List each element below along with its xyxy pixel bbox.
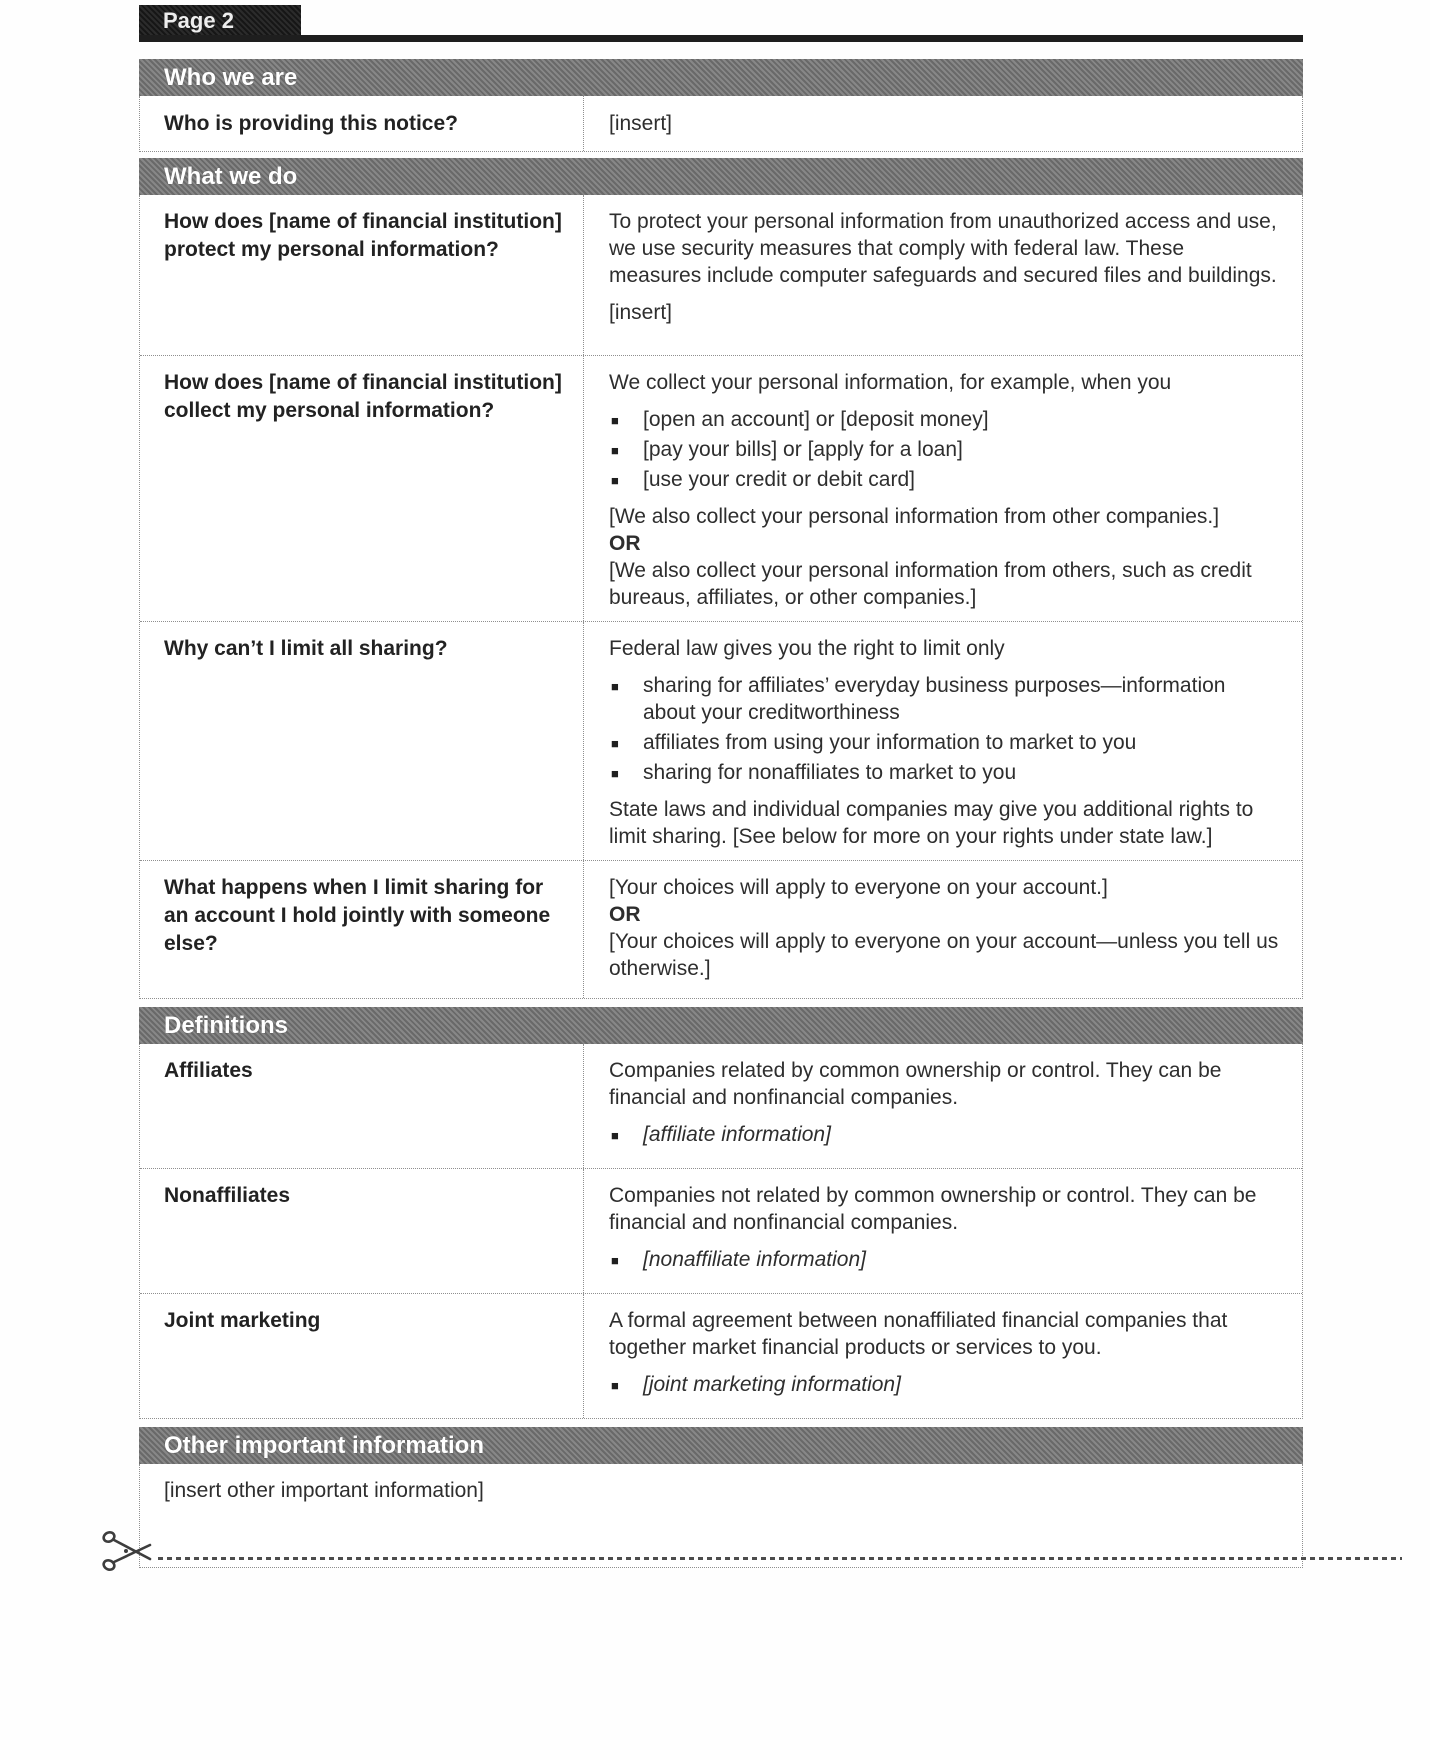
or-label: OR — [609, 532, 641, 555]
definition-cell — [584, 1169, 1302, 1293]
question-cell — [140, 861, 584, 998]
page-tab-label: Page 2 — [163, 8, 234, 33]
answer-cell — [584, 861, 1302, 998]
section-header-definitions — [139, 1007, 1303, 1044]
answer-cell — [584, 622, 1302, 860]
question-text: How does [name of financial institution] protect my personal information? — [164, 210, 562, 261]
what-we-do-table — [139, 195, 1303, 999]
insert-placeholder: [insert other important information] — [164, 1479, 484, 1502]
answer-intro: Federal law gives you the right to limit only — [609, 637, 1005, 660]
table-row — [140, 1168, 1302, 1293]
table-row — [140, 1044, 1302, 1168]
bullet-item: ■ [pay your bills] or [apply for a loan] — [609, 436, 1269, 463]
bullet-list — [609, 1246, 1269, 1273]
question-text: Who is providing this notice? — [164, 111, 458, 135]
bullet-list — [609, 672, 1269, 786]
definition-text: Companies related by common ownership or control. They can be financial and nonfinancial companies. — [609, 1059, 1222, 1109]
section-title: Other important information — [164, 1432, 484, 1459]
table-row — [140, 621, 1302, 860]
bullet-item: ■ [use your credit or debit card] — [609, 466, 1269, 493]
term-text: Affiliates — [164, 1059, 253, 1082]
question-text: Why can’t I limit all sharing? — [164, 637, 448, 660]
question-text: What happens when I limit sharing for an account I hold jointly with someone else? — [164, 876, 551, 955]
bullet-item: ■ sharing for nonaffiliates to market to you — [609, 759, 1269, 786]
question-cell — [140, 96, 584, 151]
table-row — [140, 355, 1302, 621]
term-cell — [140, 1294, 584, 1418]
bullet-list — [609, 1371, 1269, 1398]
answer-text: [insert] — [609, 112, 673, 135]
bullet-list — [609, 406, 1269, 493]
alternative-text-2: [We also collect your personal information from others, such as credit bureaus, affiliates, or other companies.] — [609, 559, 1252, 609]
table-row — [140, 195, 1302, 355]
alternative-text-2: [Your choices will apply to everyone on your account—unless you tell us otherwise.] — [609, 930, 1279, 980]
or-label: OR — [609, 903, 641, 926]
scissors-icon — [100, 1528, 158, 1574]
answer-outro: State laws and individual companies may give you additional rights to limit sharing. [See below for more on your rights under state law.] — [609, 798, 1254, 848]
term-cell — [140, 1169, 584, 1293]
who-we-are-table — [139, 96, 1303, 152]
bullet-list — [609, 1121, 1269, 1148]
question-cell — [140, 622, 584, 860]
section-header-other-important-information — [139, 1427, 1303, 1464]
alternative-text-1: [We also collect your personal information from other companies.] — [609, 505, 1220, 528]
definition-cell — [584, 1044, 1302, 1168]
term-cell — [140, 1044, 584, 1168]
page-tab-row — [139, 5, 1303, 42]
insert-placeholder: [insert] — [609, 301, 673, 324]
bullet-item: ■ [nonaffiliate information] — [609, 1246, 1269, 1273]
bullet-item: ■ [open an account] or [deposit money] — [609, 406, 1269, 433]
answer-cell — [584, 96, 1302, 151]
answer-cell — [584, 195, 1302, 355]
table-row — [140, 1293, 1302, 1418]
definitions-table — [139, 1044, 1303, 1419]
section-title: What we do — [164, 163, 298, 190]
dashed-cut-line — [158, 1557, 1402, 1560]
answer-intro: We collect your personal information, for example, when you — [609, 371, 1172, 394]
table-row — [140, 96, 1302, 151]
answer-cell — [584, 356, 1302, 621]
bullet-item: ■ [affiliate information] — [609, 1121, 1269, 1148]
question-text: How does [name of financial institution] collect my personal information? — [164, 371, 562, 422]
definition-cell — [584, 1294, 1302, 1418]
alternative-text-1: [Your choices will apply to everyone on your account.] — [609, 876, 1108, 899]
bullet-item: ■ sharing for affiliates’ everyday business purposes—information about your creditworthiness — [609, 672, 1269, 726]
page-tab — [139, 5, 301, 35]
bullet-item: ■ [joint marketing information] — [609, 1371, 1269, 1398]
question-cell — [140, 195, 584, 355]
section-title: Definitions — [164, 1012, 288, 1039]
definition-text: Companies not related by common ownership or control. They can be financial and nonfinancial companies. — [609, 1184, 1257, 1234]
question-cell — [140, 356, 584, 621]
table-row — [140, 860, 1302, 998]
cut-line — [100, 1528, 1402, 1562]
term-text: Nonaffiliates — [164, 1184, 291, 1207]
bullet-item: ■ affiliates from using your information to market to you — [609, 729, 1269, 756]
definition-text: A formal agreement between nonaffiliated financial companies that together market financial products or services to you. — [609, 1309, 1228, 1359]
section-header-what-we-do — [139, 158, 1303, 195]
document-body — [139, 5, 1303, 1568]
answer-paragraph: To protect your personal information from unauthorized access and use, we use security measures that comply with federal law. These measures include computer safeguards and secured files and buildings. — [609, 210, 1277, 287]
section-header-who-we-are — [139, 59, 1303, 96]
term-text: Joint marketing — [164, 1309, 321, 1332]
section-title: Who we are — [164, 64, 298, 91]
